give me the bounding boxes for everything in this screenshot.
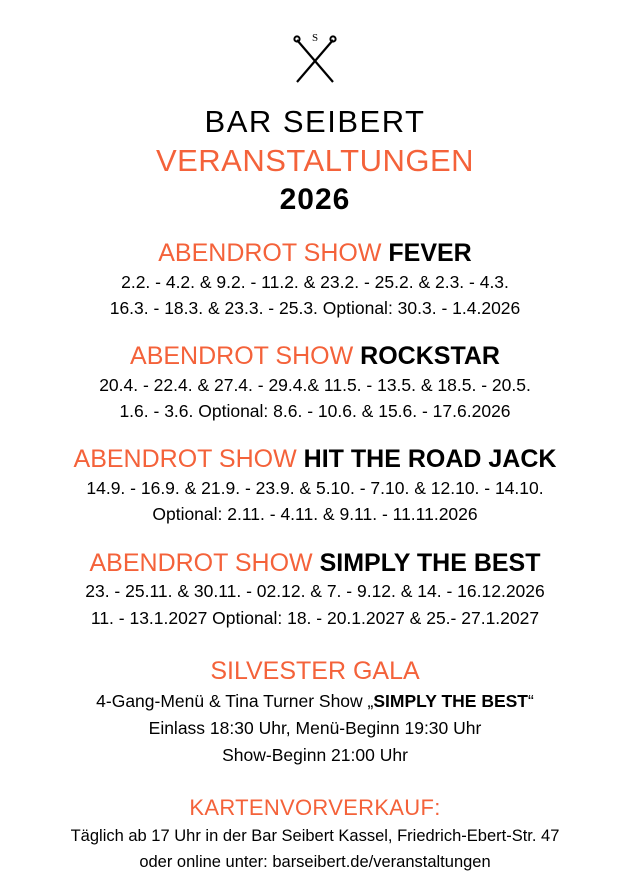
show-dates-line: 11. - 13.1.2027 Optional: 18. - 20.1.2027 & 25.- 27.1.2027	[90, 607, 540, 628]
show-name: FEVER	[388, 238, 472, 267]
show-title	[24, 445, 606, 474]
gala-times-line: Einlass 18:30 Uhr, Menü-Beginn 19:30 Uhr	[148, 718, 482, 739]
gala-show-name: SIMPLY THE BEST	[373, 690, 528, 711]
gala-title: SILVESTER GALA	[210, 656, 420, 685]
tickets-online-line: oder online unter: barseibert.de/veranstaltungen	[139, 852, 491, 871]
show-dates-line: 1.6. - 3.6. Optional: 8.6. - 10.6. & 15.6. - 17.6.2026	[119, 401, 511, 422]
show-dates-line: 20.4. - 22.4. & 27.4. - 29.4.& 11.5. - 13.5. & 18.5. - 20.5.	[99, 374, 531, 395]
show-title	[24, 239, 606, 268]
page-subtitle: VERANSTALTUNGEN	[155, 142, 475, 178]
show-name: SIMPLY THE BEST	[319, 548, 541, 577]
tickets-block	[24, 795, 606, 874]
show-block	[24, 342, 606, 423]
show-dates-line: Optional: 2.11. - 4.11. & 9.11. - 11.11.2026	[152, 504, 478, 525]
tickets-address-line: Täglich ab 17 Uhr in der Bar Seibert Kassel, Friedrich-Ebert-Str. 47	[70, 826, 560, 845]
page-year: 2026	[279, 182, 351, 216]
page-title: BAR SEIBERT	[204, 104, 426, 139]
show-name: ROCKSTAR	[360, 342, 500, 371]
svg-text:S: S	[311, 32, 319, 44]
show-block	[24, 549, 606, 630]
show-title	[24, 549, 606, 578]
gala-menu-suffix: “	[528, 690, 534, 711]
gala-showstart-line: Show-Beginn 21:00 Uhr	[222, 745, 408, 766]
show-dates-line: 23. - 25.11. & 30.11. - 02.12. & 7. - 9.12. & 14. - 16.12.2026	[85, 581, 545, 602]
show-title	[24, 342, 606, 371]
show-dates-line: 14.9. - 16.9. & 21.9. - 23.9. & 5.10. - 7.10. & 12.10. - 14.10.	[86, 478, 544, 499]
show-name: HIT THE ROAD JACK	[303, 445, 557, 474]
show-prefix: ABENDROT SHOW	[89, 548, 313, 577]
show-dates-line: 16.3. - 18.3. & 23.3. - 25.3. Optional: 30.3. - 1.4.2026	[109, 297, 521, 318]
show-block	[24, 445, 606, 526]
show-prefix: ABENDROT SHOW	[73, 445, 297, 474]
crossed-skewers-logo	[285, 30, 345, 88]
tickets-title: KARTENVORVERKAUF:	[189, 795, 441, 821]
gala-menu-line	[24, 689, 606, 713]
show-prefix: ABENDROT SHOW	[158, 238, 382, 267]
show-block	[24, 239, 606, 320]
gala-menu-prefix: 4-Gang-Menü & Tina Turner Show „	[96, 690, 374, 711]
gala-block	[24, 656, 606, 767]
show-prefix: ABENDROT SHOW	[130, 342, 354, 371]
show-dates-line: 2.2. - 4.2. & 9.2. - 11.2. & 23.2. - 25.2. & 2.3. - 4.3.	[121, 271, 509, 292]
